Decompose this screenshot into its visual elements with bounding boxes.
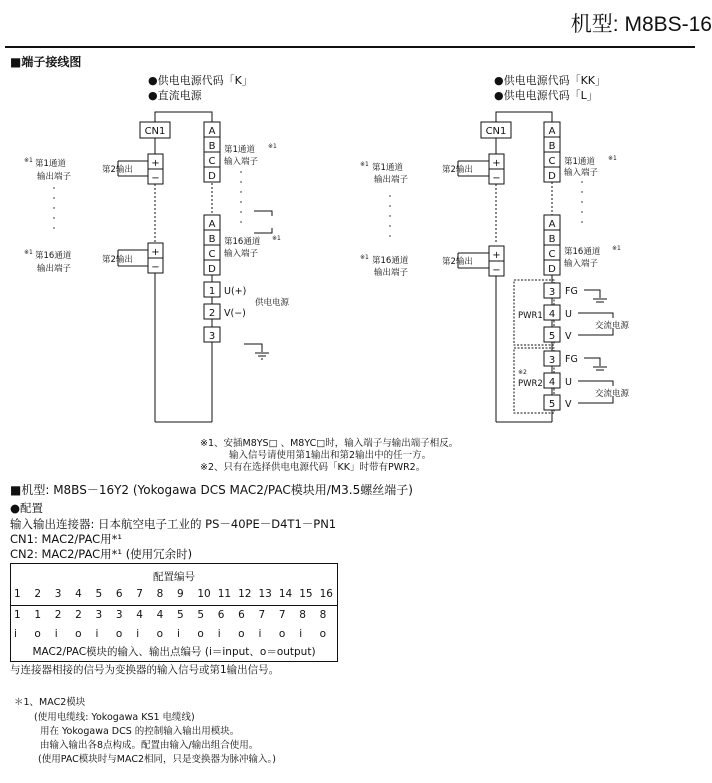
output2-label: 第2输出 xyxy=(102,255,133,265)
cn2-spec: CN2: MAC2/PAC用*¹ (使用冗余时) xyxy=(10,547,193,561)
note-power-code-kk: ●供电电源代码「KK」 xyxy=(494,74,607,87)
note-mark: ※1 xyxy=(608,155,617,162)
terminal-d: D xyxy=(208,171,216,182)
config-number-cell: 10 xyxy=(197,588,211,600)
config-number-cell: 6 xyxy=(115,588,123,600)
u-plus-label: U(+) xyxy=(224,286,247,297)
terminal-3: 3 xyxy=(548,355,556,366)
terminal-4: 4 xyxy=(548,377,556,388)
output2-label: 第2输出 xyxy=(442,257,473,267)
cn1-label: CN1 xyxy=(485,126,507,137)
fg-label: FG xyxy=(565,286,578,297)
fg-label: FG xyxy=(565,354,578,365)
io-cell: i xyxy=(177,628,180,640)
point-number-cell: 1 xyxy=(14,609,21,621)
io-cell: o xyxy=(156,628,164,640)
io-cell: o xyxy=(278,628,286,640)
config-table-title: 配置编号 xyxy=(153,571,195,583)
ch16-output-label: 第16通道 xyxy=(35,251,72,261)
v-label: V xyxy=(565,331,572,342)
config-number-cell: 5 xyxy=(95,588,103,600)
config-table-caption: MAC2/PAC模块的输入、输出点编号 (i＝input、o＝output) xyxy=(32,646,316,658)
config-number-cell: 9 xyxy=(177,588,184,600)
config-heading: ●配置 xyxy=(10,501,44,515)
footnote-mac2-line: 由输入输出各8点构成。配置由输入/输出组合使用。 xyxy=(40,740,259,751)
terminal-d: D xyxy=(548,264,556,275)
config-number-row xyxy=(11,588,337,600)
footnote-mac2-line: (使用PAC模块时与MAC2相同，只是变换器为脉冲输入。) xyxy=(38,754,276,765)
point-number-cell: 1 xyxy=(34,609,42,621)
point-number-cell: 5 xyxy=(197,609,205,621)
ch16-output-label: 第16通道 xyxy=(372,256,409,266)
ch1-input-label: 第1通道 xyxy=(564,157,595,167)
ch1-output-label: 输出端子 xyxy=(37,172,72,182)
terminal-d: D xyxy=(548,171,556,182)
config-number-cell: 1 xyxy=(14,588,21,600)
note-mark: ※1 xyxy=(24,249,33,256)
terminal-3: 3 xyxy=(208,331,216,342)
plus-terminal: + xyxy=(492,158,501,169)
io-cell: o xyxy=(197,628,204,640)
point-number-row xyxy=(11,609,337,621)
footnote-mac2-title: ＊1、MAC2模块 xyxy=(14,697,86,708)
minus-terminal: − xyxy=(151,173,160,184)
terminal-a: A xyxy=(208,219,216,230)
point-number-cell: 4 xyxy=(156,609,164,621)
ch1-output-label: 输出端子 xyxy=(374,175,409,185)
model-title: 机型: M8BS-16 xyxy=(570,13,712,36)
ac-power-label: 交流电源 xyxy=(595,321,630,331)
connector-spec: 输入输出连接器: 日本航空电子工业的 PS－40PE－D4T1－PN1 xyxy=(10,517,337,531)
wiring-diagram-dc xyxy=(0,70,346,435)
terminal-a: A xyxy=(548,219,556,230)
io-cell: i xyxy=(14,628,17,640)
note-mark: ※1 xyxy=(24,157,33,164)
terminal-4: 4 xyxy=(548,309,556,320)
ch16-output-label: 输出端子 xyxy=(374,268,409,278)
point-number-cell: 3 xyxy=(95,609,103,621)
config-number-cell: 15 xyxy=(299,588,313,600)
point-number-cell: 6 xyxy=(217,609,225,621)
point-number-cell: 2 xyxy=(75,609,82,621)
minus-terminal: − xyxy=(151,262,160,273)
io-cell: o xyxy=(238,628,245,640)
note-mark: ※1 xyxy=(360,254,369,261)
power-supply-label: 供电电源 xyxy=(255,298,290,308)
terminal-b: B xyxy=(548,141,556,152)
io-cell: i xyxy=(54,628,58,640)
u-label: U xyxy=(565,377,572,388)
plus-terminal: + xyxy=(151,158,160,169)
note-dc-power: ●直流电源 xyxy=(148,89,202,102)
ac-power-label: 交流电源 xyxy=(595,389,630,399)
divider xyxy=(5,46,695,48)
config-number-cell: 4 xyxy=(75,588,82,600)
terminal-c: C xyxy=(548,156,556,167)
note-mark: ※2 xyxy=(518,369,527,376)
v-minus-label: V(−) xyxy=(224,308,246,319)
config-number-cell: 14 xyxy=(278,588,293,600)
divider xyxy=(11,605,337,606)
config-number-cell: 8 xyxy=(156,588,164,600)
ch16-input-label: 输入端子 xyxy=(224,249,259,259)
output2-label: 第2输出 xyxy=(442,165,473,175)
point-number-cell: 4 xyxy=(136,609,143,621)
ch1-output-label: 第1通道 xyxy=(372,163,403,173)
wiring-diagram-ac xyxy=(346,70,692,435)
terminal-c: C xyxy=(208,156,216,167)
v-label: V xyxy=(565,399,572,410)
io-cell: i xyxy=(95,628,99,640)
io-cell: i xyxy=(217,628,221,640)
ch16-input-label: 第16通道 xyxy=(564,247,601,257)
point-number-cell: 7 xyxy=(258,609,266,621)
minus-terminal: − xyxy=(492,265,501,276)
pwr1-label: PWR1 xyxy=(518,311,543,321)
note-mark: ※1 xyxy=(612,245,621,252)
terminal-a: A xyxy=(548,126,556,137)
ch1-input-label: 输入端子 xyxy=(224,157,259,167)
ch1-input-label: 输入端子 xyxy=(564,168,599,178)
ch16-input-label: 输入端子 xyxy=(564,259,599,269)
io-cell: o xyxy=(319,628,327,640)
config-number-cell: 3 xyxy=(54,588,62,600)
io-row xyxy=(11,628,337,640)
note-power-code-k: ●供电电源代码「K」 xyxy=(148,74,253,87)
ch16-input-label: 第16通道 xyxy=(224,237,261,247)
point-number-cell: 8 xyxy=(299,609,306,621)
terminal-1: 1 xyxy=(208,286,216,297)
footnote-mac2-line: 用在 Yokogawa DCS 的控制输入输出用模块。 xyxy=(40,726,240,737)
point-number-cell: 3 xyxy=(115,609,123,621)
note-power-code-l: ●供电电源代码「L」 xyxy=(494,89,598,102)
plus-terminal: + xyxy=(151,247,160,258)
config-number-cell: 11 xyxy=(217,588,232,600)
io-cell: i xyxy=(299,628,303,640)
point-number-cell: 6 xyxy=(238,609,245,621)
terminal-a: A xyxy=(208,126,216,137)
ch16-output-label: 输出端子 xyxy=(37,264,72,274)
io-cell: o xyxy=(34,628,41,640)
io-cell: i xyxy=(136,628,140,640)
cn1-spec: CN1: MAC2/PAC用*¹ xyxy=(10,532,123,546)
terminal-d: D xyxy=(208,264,216,275)
config-number-cell: 16 xyxy=(319,588,333,600)
terminal-c: C xyxy=(208,249,216,260)
terminal-3: 3 xyxy=(548,287,556,298)
cn1-label: CN1 xyxy=(144,126,166,137)
footnote-1: ※1、安插M8YS□ 、M8YC□时，输入端子与输出端子相反。 xyxy=(200,438,459,449)
io-cell: o xyxy=(115,628,123,640)
io-cell: o xyxy=(75,628,82,640)
point-number-cell: 7 xyxy=(278,609,286,621)
terminal-2: 2 xyxy=(208,308,216,319)
config-number-cell: 12 xyxy=(238,588,252,600)
terminal-5: 5 xyxy=(548,331,556,342)
table-note: 与连接器相接的信号为变换器的输入信号或第1输出信号。 xyxy=(10,664,280,676)
note-mark: ※1 xyxy=(268,143,277,150)
output2-label: 第2输出 xyxy=(102,165,133,175)
note-mark: ※1 xyxy=(272,235,281,242)
section-title-wiring: ■端子接线图 xyxy=(10,55,82,69)
config-number-cell: 2 xyxy=(34,588,42,600)
note-mark: ※1 xyxy=(360,161,369,168)
terminal-b: B xyxy=(208,141,216,152)
io-cell: i xyxy=(258,628,262,640)
point-number-cell: 2 xyxy=(54,609,62,621)
point-number-cell: 5 xyxy=(177,609,184,621)
terminal-b: B xyxy=(208,234,216,245)
config-number-cell: 13 xyxy=(258,588,272,600)
footnote-2: ※2、只有在选择供电电源代码「KK」时带有PWR2。 xyxy=(200,462,426,473)
ch1-output-label: 第1通道 xyxy=(35,159,66,169)
terminal-b: B xyxy=(548,234,556,245)
point-number-cell: 8 xyxy=(319,609,327,621)
minus-terminal: − xyxy=(492,173,501,184)
ch1-input-label: 第1通道 xyxy=(224,145,255,155)
terminal-c: C xyxy=(548,249,556,260)
footnote-mac2-line: (使用电缆线: Yokogawa KS1 电缆线) xyxy=(34,712,195,723)
terminal-5: 5 xyxy=(548,399,556,410)
section-title-model: ■机型: M8BS－16Y2 (Yokogawa DCS MAC2/PAC模块用/M3.5螺丝端子) xyxy=(10,483,413,497)
plus-terminal: + xyxy=(492,250,501,261)
u-label: U xyxy=(565,309,572,320)
pwr2-label: PWR2 xyxy=(518,379,543,389)
config-number-cell: 7 xyxy=(136,588,143,600)
config-table xyxy=(10,563,338,662)
footnote-1-cont: 输入信号请使用第1输出和第2输出中的任一方。 xyxy=(229,450,432,461)
